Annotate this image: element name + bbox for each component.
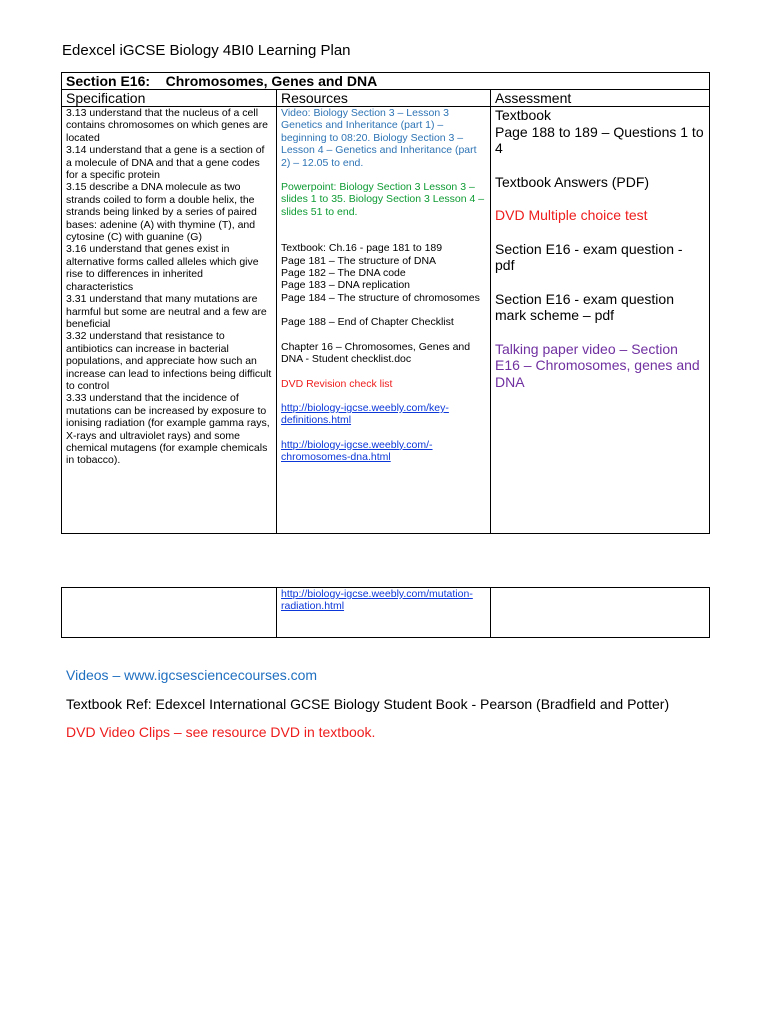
student-checklist-doc[interactable]: Chapter 16 – Chromosomes, Genes and DNA - Student checklist.doc [281, 340, 471, 366]
textbook-ref-footer: Textbook Ref: Edexcel International GCSE Biology Student Book - Pearson (Bradfield and Potter) [66, 696, 670, 712]
section-title-row [62, 73, 710, 90]
textbook-line: Page 181 – The structure of DNA [281, 254, 437, 267]
document-title: Edexcel iGCSE Biology 4BI0 Learning Plan [62, 42, 351, 59]
powerpoint-resource: Powerpoint: Biology Section 3 Lesson 3 – slides 1 to 35. Biology Section 3 Lesson 4 – slides 51 to end. [281, 181, 485, 218]
spec-3-15: 3.15 describe a DNA molecule as two strands coiled to form a double helix, the strands being linked by a series of paired bases: adenine (A) with thymine (T), and cytosine (C) with guanine (G) [66, 181, 257, 244]
header-resources: Resources [277, 90, 491, 107]
mutation-radiation-link[interactable]: http://biology-igcse.weebly.com/mutation-radiation.html [281, 588, 473, 613]
section-title [62, 73, 710, 90]
specification-cell [62, 107, 277, 534]
header-specification: Specification [62, 90, 277, 107]
continuation-resources-cell [277, 588, 491, 638]
chromosomes-dna-link[interactable]: http://biology-igcse.weebly.com/-chromosomes-dna.html [281, 438, 433, 464]
continuation-row [62, 588, 710, 638]
spec-3-16: 3.16 understand that genes exist in alternative forms called alleles which give rise to differences in inherited characteristics [66, 243, 259, 293]
spec-3-13: 3.13 understand that the nucleus of a cell contains chromosomes on which genes are located [66, 107, 268, 144]
exam-question-pdf[interactable]: Section E16 - exam question - pdf [495, 240, 683, 273]
learning-plan-table [61, 72, 710, 534]
textbook-line: Textbook: Ch.16 - page 181 to 189 [281, 242, 443, 255]
spec-3-33: 3.33 understand that the incidence of mutations can be increased by exposure to ionising radiation (for example gamma rays, X-rays and ultraviolet rays) and some chemical mutagens (for example chemicals in tobacco). [66, 392, 270, 467]
spec-3-32: 3.32 understand that resistance to antibiotics can increase in bacterial populations, and appreciate how such an increase can lead to infections being difficult to control [66, 330, 272, 392]
textbook-line: Page 183 – DNA replication [281, 279, 410, 292]
continuation-table [61, 587, 710, 638]
textbook-questions: Page 188 to 189 – Questions 1 to 4 [495, 123, 704, 156]
textbook-line: Page 184 – The structure of chromosomes [281, 291, 480, 304]
spec-3-14: 3.14 understand that a gene is a section of a molecule of DNA and that a gene codes for a specific protein [66, 144, 265, 182]
section-name: Chromosomes, Genes and DNA [165, 73, 378, 89]
mark-scheme-pdf[interactable]: Section E16 - exam question mark scheme – pdf [495, 290, 674, 323]
talking-paper-video[interactable]: Talking paper video – Section E16 – Chromosomes, genes and DNA [495, 340, 700, 390]
textbook-answers[interactable]: Textbook Answers (PDF) [495, 173, 650, 190]
assessment-cell [491, 107, 710, 534]
chapter-checklist: Page 188 – End of Chapter Checklist [281, 316, 454, 329]
textbook-line: Page 182 – The DNA code [281, 267, 406, 280]
spec-3-31: 3.31 understand that many mutations are harmful but some are neutral and a few are beneficial [66, 293, 267, 330]
videos-footer: Videos – www.igcsesciencecourses.com [66, 667, 318, 683]
dvd-multiple-choice-test[interactable]: DVD Multiple choice test [495, 207, 648, 223]
continuation-assessment-cell [491, 588, 710, 638]
resources-cell [277, 107, 491, 534]
content-row [62, 107, 710, 534]
section-label: Section E16: [66, 73, 151, 89]
dvd-revision-checklist: DVD Revision check list [281, 377, 393, 390]
video-resource: Video: Biology Section 3 – Lesson 3 Genetics and Inheritance (part 1) – beginning to 08:20. Biology Section 3 – Lesson 4 – Genetics and Inheritance (part 2) – 12.05 to end. [281, 107, 477, 169]
dvd-clips-footer: DVD Video Clips – see resource DVD in textbook. [66, 724, 376, 740]
continuation-spec-cell [62, 588, 277, 638]
header-assessment: Assessment [491, 90, 710, 107]
header-row [62, 90, 710, 107]
key-definitions-link[interactable]: http://biology-igcse.weebly.com/key-definitions.html [281, 401, 449, 427]
textbook-label: Textbook [495, 107, 552, 123]
